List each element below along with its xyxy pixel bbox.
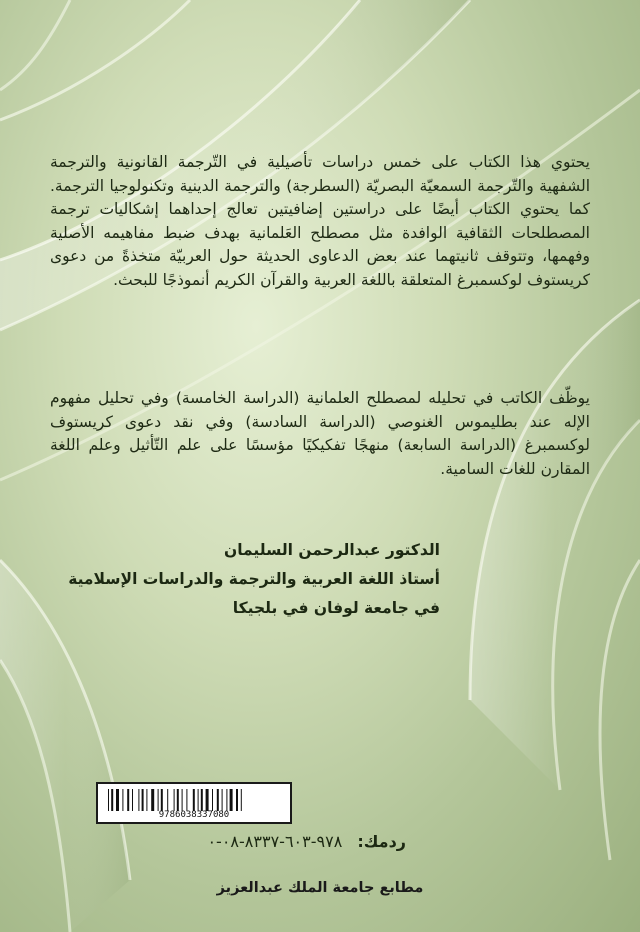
- isbn-barcode: [96, 782, 292, 824]
- author-university: في جامعة لوفان في بلجيكا: [232, 599, 440, 617]
- isbn-number: ٩٧٨-٦٠٣-٨٣٣٧-٠٨-٠: [207, 832, 343, 851]
- printer-name: مطابع جامعة الملك عبدالعزيز: [216, 880, 424, 896]
- isbn-line: [96, 832, 406, 851]
- barcode-bars: [108, 789, 284, 811]
- author-position: أستاذ اللغة العربية والترجمة والدراسات الإسلامية: [68, 570, 440, 588]
- author-info: [68, 536, 440, 623]
- barcode-digits: 9786038337080: [158, 810, 230, 820]
- isbn-label: ردمك:: [357, 832, 406, 851]
- author-name: الدكتور عبدالرحمن السليمان: [223, 541, 440, 559]
- description-paragraph-1: يحتوي هذا الكتاب على خمس دراسات تأصيلية في التّرجمة القانونية والترجمة الشفهية والتّرجمة السمعيّة البصريّة (السطرجة) والترجمة الدينية وتكنولوجيا الترجمة. كما يحتوي الكتاب أيضًا على دراستين إضافيتين تعالج إحداهما إشكاليات ترجمة المصطلحات الثقافية الوافدة مثل مصطلح العَلمانية بهدف ضبط مفاهيمه الأصلية وفهمها، وتتوقف ثانيتهما عند بعض الدعاوى الحديثة حول العربيّة متخذةً من دعوى كريستوف لوكسمبرغ المتعلقة باللغة العربية والقرآن الكريم أنموذجًا للبحث.: [50, 153, 590, 289]
- description-paragraph-2: يوظّف الكاتب في تحليله لمصطلح العلمانية (الدراسة الخامسة) وفي تحليل مفهوم الإله عند بطليموس الغنوصي (الدراسة السادسة) وفي نقد دعوى كريستوف لوكسمبرغ (الدراسة السابعة) منهجًا تفكيكيًا مؤسسًا على علم التّأثيل وعلم اللغة المقارن للغات السامية.: [50, 389, 590, 478]
